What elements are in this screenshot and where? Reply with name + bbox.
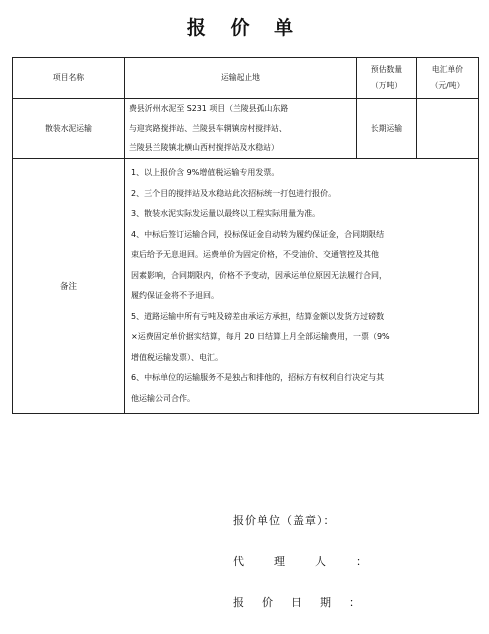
bidder-signature-label: 报价单位（盖章）：: [233, 514, 336, 527]
cell-item-name: 散装水泥运输: [13, 99, 125, 159]
remark-line: 5、道路运输中所有亏吨及磅差由承运方承担，结算金额以发货方过磅数: [131, 311, 385, 321]
header-volume: [357, 58, 417, 99]
header-price: [417, 58, 479, 99]
header-route: 运输起止地: [125, 58, 357, 99]
header-price-line1: 电汇单价: [431, 65, 464, 74]
remark-line: 6、中标单位的运输服务不是独占和排他的，招标方有权利自行决定与其: [131, 373, 385, 382]
cell-volume: 长期运输: [357, 99, 417, 159]
quote-table: [12, 57, 479, 414]
route-line: 与迎宾路搅拌站、兰陵县车辋镇房村搅拌站、: [129, 123, 287, 133]
cell-unit-price[interactable]: [417, 99, 479, 159]
remark-line: 因素影响，合同期限内，价格不予变动，因承运单位原因无法履行合同，: [131, 270, 387, 280]
remark-line: 履约保证金将不予退回。: [131, 291, 219, 300]
header-price-line2: （元/吨）: [430, 81, 465, 90]
header-volume-line2: （万吨）: [370, 81, 403, 90]
agent-label: [233, 553, 397, 569]
cell-route: [125, 99, 357, 159]
document-title: 报 价 单: [186, 17, 303, 39]
table-header-row: [13, 58, 479, 99]
quote-date-label-text: 报价日期：: [233, 596, 378, 609]
header-item-name: 项目名称: [13, 58, 125, 99]
remark-line: 3、散装水泥实际发运量以最终以工程实际用量为准。: [131, 209, 321, 218]
table-row: [13, 99, 479, 159]
remark-line: 他运输公司合作。: [131, 393, 195, 403]
agent-label-text: 代理人：: [233, 555, 397, 568]
remark-line: 增值税运输发票）、电汇。: [131, 352, 223, 362]
remark-line: 4、中标后签订运输合同，投标保证金自动转为履约保证金，合同期限结: [131, 229, 385, 239]
remark-line: ×运费固定单价据实结算，每月 20 日结算上月全部运输费用，一票（9%: [131, 332, 390, 341]
remarks-row: [13, 159, 479, 414]
remark-line: 2、三个目的搅拌站及水稳站此次招标统一打包进行报价。: [131, 188, 337, 198]
remarks-label: 备注: [13, 159, 125, 414]
remark-line: 1、以上报价含 9%增值税运输专用发票。: [131, 168, 280, 177]
header-volume-line1: 预估数量: [370, 65, 403, 74]
route-line: 兰陵县兰陵镇北横山西村搅拌站及水稳站）: [129, 143, 279, 153]
quote-date-label: [233, 594, 378, 610]
remarks-content: [125, 159, 479, 414]
route-line: 费县沂州水泥至 S231 项目（兰陵县孤山东路: [129, 104, 289, 114]
remark-line: 束后给予无息退回。运费单价为固定价格，不受油价、交通管控及其他: [131, 250, 379, 259]
